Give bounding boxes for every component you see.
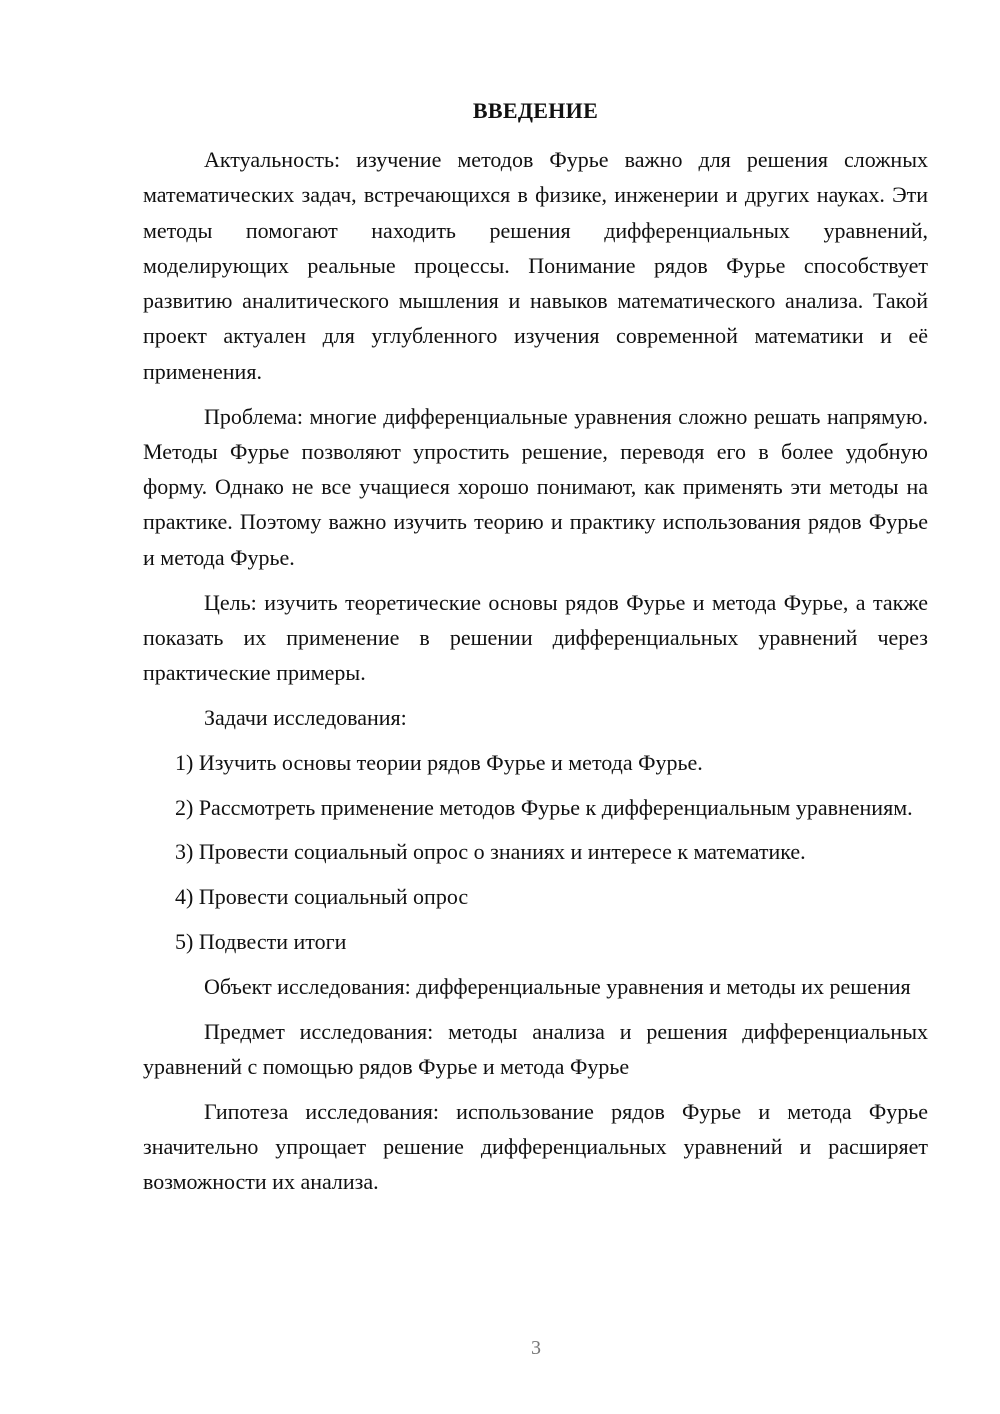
relevance-paragraph: Актуальность: изучение методов Фурье важно для решения сложных математических задач, встречающихся в физике, инженерии и других науках. Эти методы помогают находить решения дифференциальных уравнений, моделирующих реальные процессы. Понимание рядов Фурье способствует развитию аналитического мышления и навыков математического анализа. Такой проект актуален для углубленного изучения современной математики и её применения. (143, 147, 928, 384)
section-title: ВВЕДЕНИЕ (472, 98, 599, 123)
task-item: 4) Провести социальный опрос (175, 884, 469, 910)
page-number: 3 (531, 1337, 541, 1359)
tasks-heading: Задачи исследования: (204, 704, 407, 730)
subject-paragraph: Предмет исследования: методы анализа и решения дифференциальных уравнений с помощью рядов Фурье и метода Фурье (143, 1018, 928, 1079)
hypothesis-paragraph: Гипотеза исследования: использование рядов Фурье и метода Фурье значительно упрощает решение дифференциальных уравнений и расширяет возможности их анализа. (143, 1098, 928, 1195)
task-item: 5) Подвести итоги (175, 928, 347, 954)
goal-paragraph: Цель: изучить теоретические основы рядов Фурье и метода Фурье, а также показать их применение в решении дифференциальных уравнений через практические примеры. (143, 589, 928, 686)
task-item: 3) Провести социальный опрос о знаниях и интересе к математике. (175, 839, 806, 865)
problem-paragraph: Проблема: многие дифференциальные уравнения сложно решать напрямую. Методы Фурье позволяют упростить решение, переводя его в более удобную форму. Однако не все учащиеся хорошо понимают, как применять эти методы на практике. Поэтому важно изучить теорию и практику использования рядов Фурье и метода Фурье. (143, 403, 928, 570)
task-item: 2) Рассмотреть применение методов Фурье к дифференциальным уравнениям. (175, 794, 913, 820)
object-paragraph: Объект исследования: дифференциальные уравнения и методы их решения (204, 973, 911, 999)
document-body (143, 142, 928, 1209)
task-item: 1) Изучить основы теории рядов Фурье и метода Фурье. (175, 749, 703, 775)
